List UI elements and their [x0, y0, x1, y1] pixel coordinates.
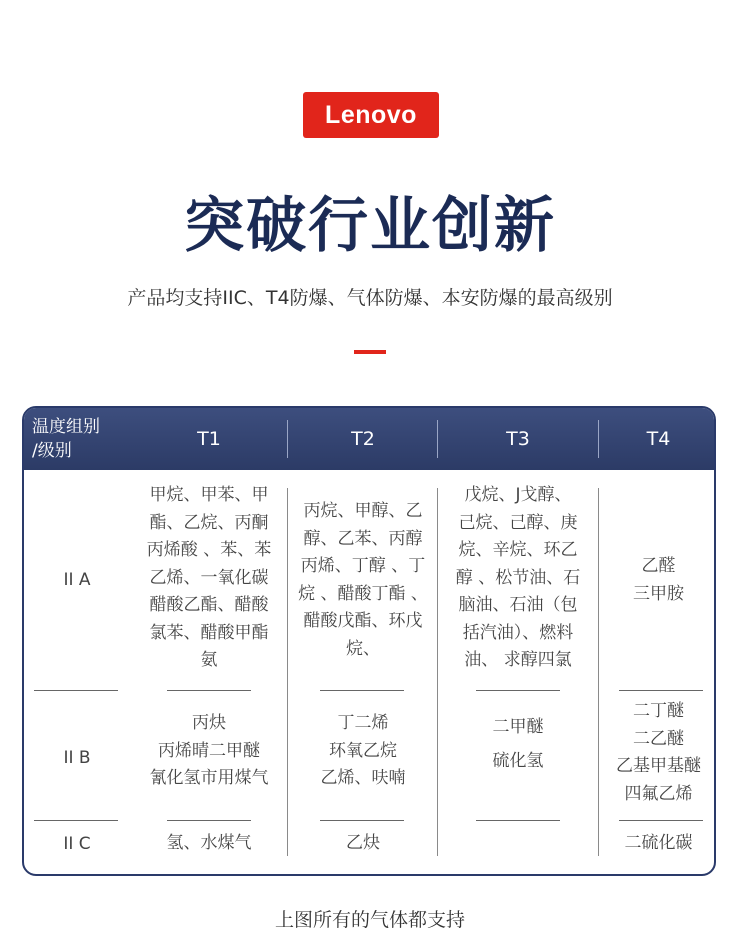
row-divider: [320, 690, 404, 691]
cell-iib-t2: 丁二烯 环氧乙烷 乙烯、呋喃: [320, 713, 406, 788]
row-divider: [167, 820, 251, 821]
row-label-iib: II B: [63, 748, 91, 768]
column-divider: [598, 488, 599, 856]
cell-iic-t2: 乙炔: [346, 833, 380, 853]
row-divider: [320, 820, 404, 821]
row-label-iia: II A: [63, 570, 91, 590]
row-divider: [34, 690, 118, 691]
cell-iib-t4: 二丁醚 二乙醚 乙基甲基醚 四氟乙烯: [616, 701, 701, 804]
table-header: [24, 408, 714, 470]
page-subtitle: 产品均支持IIC、T4防爆、气体防爆、本安防爆的最高级别: [127, 287, 613, 309]
row-divider: [476, 820, 560, 821]
column-divider: [437, 488, 438, 856]
row-divider: [619, 820, 703, 821]
cell-iib-t3: 二甲醚 硫化氢: [492, 717, 544, 771]
cell-iia-t3: 戊烷、J戈醇、 己烷、己醇、庚 烷、辛烷、环乙 醇 、松节油、石 脑油、石油（包 括汽油）、燃料 油、 求醇四氯: [455, 485, 581, 670]
header-cell-t2: T2: [351, 428, 375, 450]
header-cell-t1: T1: [197, 428, 221, 450]
header-divider: [287, 420, 288, 458]
column-divider: [287, 488, 288, 856]
row-label-iic: II C: [63, 834, 91, 854]
header-divider: [437, 420, 438, 458]
cell-iia-t1: 甲烷、甲苯、甲 酯、乙烷、丙酮 丙烯酸 、苯、苯 乙烯、一氧化碳 醋酸乙酯、醋酸 氯苯、醋酸甲酯 氨: [146, 485, 272, 670]
row-divider: [476, 690, 560, 691]
row-divider: [619, 690, 703, 691]
header-divider: [598, 420, 599, 458]
cell-iic-t4: 二硫化碳: [624, 833, 693, 853]
cell-iia-t4: 乙醛 三甲胺: [633, 556, 684, 604]
header-cell-group: 温度组别 /级别: [32, 417, 100, 461]
header-cell-t3: T3: [506, 428, 530, 450]
explosion-proof-table: [22, 406, 716, 876]
row-divider: [167, 690, 251, 691]
row-divider: [34, 820, 118, 821]
cell-iic-t1: 氢、水煤气: [166, 833, 252, 853]
page-title: 突破行业创新: [184, 191, 556, 261]
title-divider: [354, 350, 386, 354]
footer-note: 上图所有的气体都支持: [274, 909, 465, 931]
lenovo-logo: Lenovo: [303, 92, 439, 138]
cell-iia-t2: 丙烷、甲醇、乙 醇、乙苯、丙醇 丙烯、丁醇 、丁 烷 、醋酸丁酯 、 醋酸戊酯、环戊 烷、: [298, 501, 428, 659]
header-cell-t4: T4: [646, 428, 671, 450]
cell-iib-t1: 丙炔 丙烯晴二甲醚 氰化氢市用煤气: [149, 713, 269, 788]
